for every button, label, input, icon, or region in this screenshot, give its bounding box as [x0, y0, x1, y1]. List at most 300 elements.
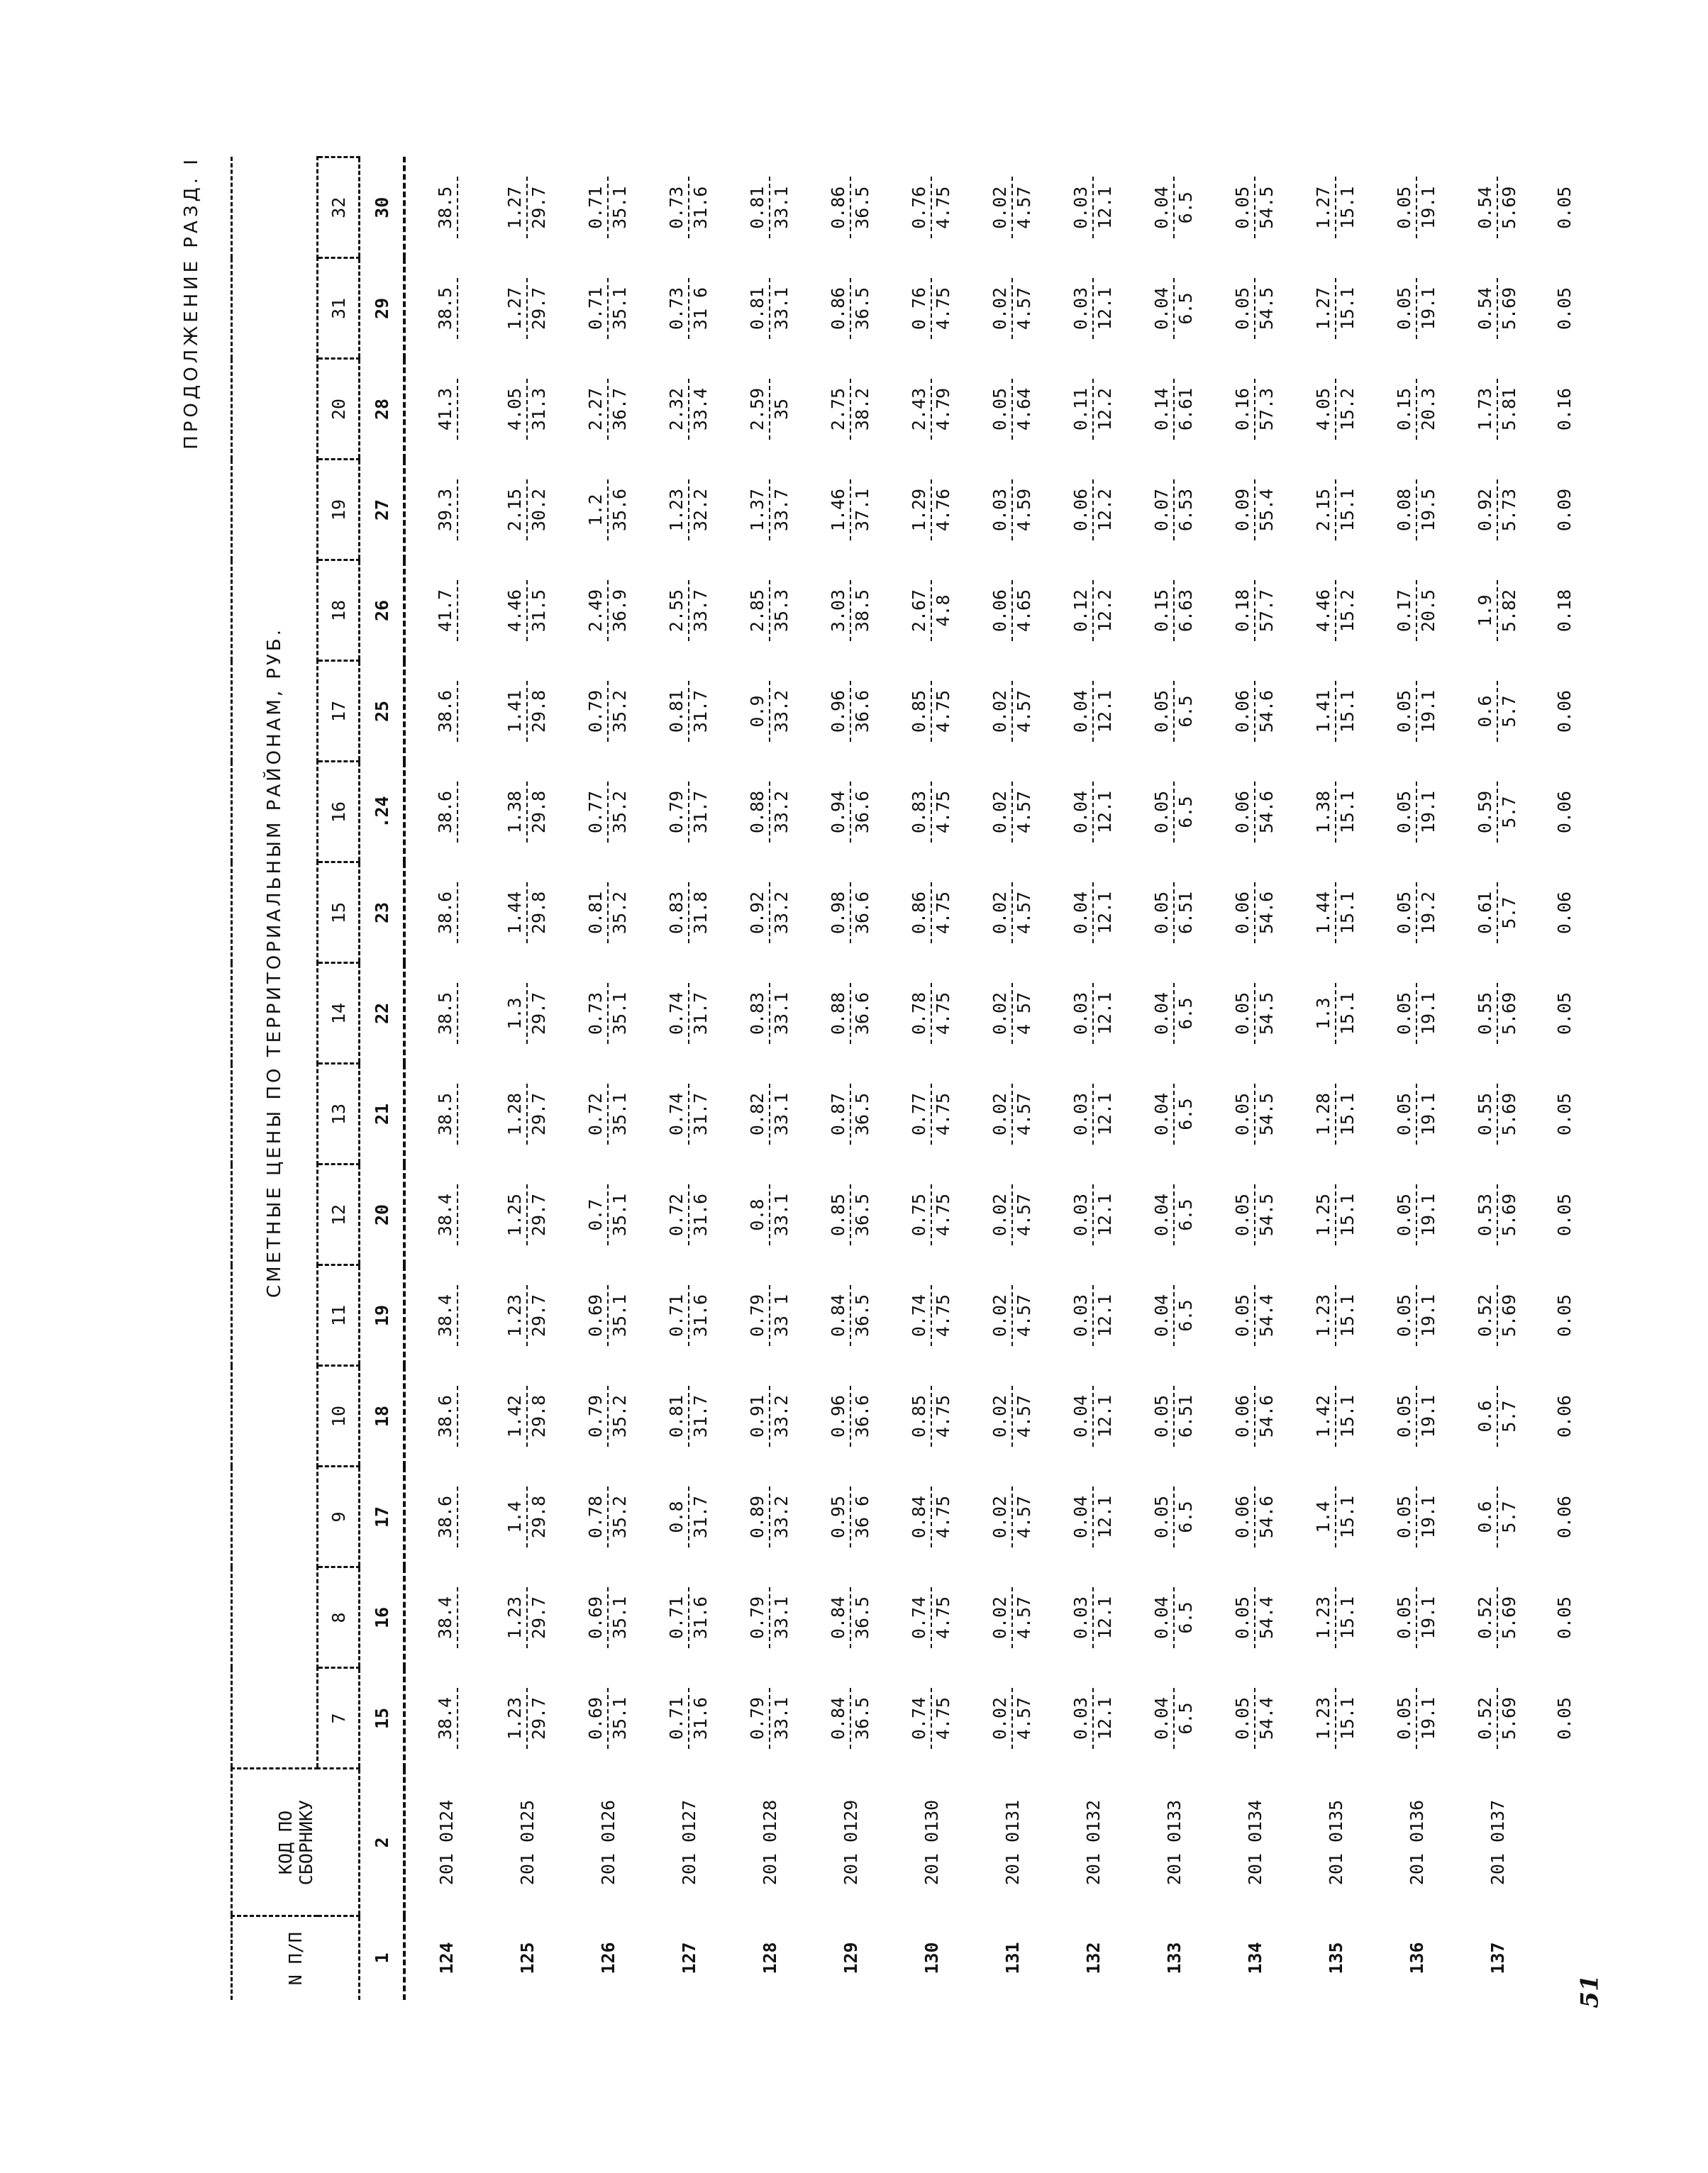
table-body [404, 157, 1592, 2001]
price-value-2: 15.1 [1335, 278, 1359, 339]
price-value: 1.46 [828, 488, 848, 532]
price-value-2: 33.2 [769, 782, 793, 843]
price-value-2: 31.6 [688, 1587, 712, 1648]
column-number-row [360, 157, 405, 2001]
price-cell [1214, 862, 1295, 963]
row-code: 201 0125 [516, 1799, 538, 1886]
price-cell [1457, 862, 1538, 963]
price-value-2: 36.6 [850, 983, 874, 1044]
price-cell [487, 1366, 567, 1467]
price-value: 2.49 [585, 589, 606, 633]
price-value: 0.15 [1151, 589, 1172, 633]
price-cell [729, 1668, 810, 1769]
price-value: 38.5 [435, 287, 455, 330]
price-value: 0.05 [1232, 1596, 1253, 1640]
price-cell [1214, 157, 1295, 258]
price-value-2: 30.2 [526, 479, 550, 540]
row-number: 129 [840, 1942, 861, 1974]
price-value: 0.72 [666, 1193, 687, 1237]
price-cell [1538, 1366, 1592, 1467]
price-value: 0.02 [989, 689, 1010, 733]
price-cell [1214, 1567, 1295, 1668]
price-cell [487, 1165, 567, 1265]
price-cell [1053, 460, 1133, 560]
price-value-2: 33.1 [769, 1184, 793, 1245]
price-value: 2.55 [666, 589, 687, 633]
price-cell [1133, 661, 1214, 762]
price-value: 1.29 [909, 488, 929, 532]
price-cell [1053, 1265, 1133, 1366]
price-value: 0.71 [666, 1696, 687, 1740]
row-code: 201 0130 [921, 1799, 942, 1886]
price-value: 0.04 [1070, 891, 1091, 935]
price-cell [1053, 661, 1133, 762]
price-value-2: 36.5 [850, 1688, 874, 1749]
price-value-2: 31.3 [526, 379, 550, 440]
price-value: 0.59 [1475, 790, 1495, 834]
region-header: 19 [318, 460, 360, 560]
price-cell [729, 359, 810, 460]
price-value: 0.04 [1151, 1092, 1172, 1136]
price-value-2: 15.1 [1335, 681, 1359, 742]
price-value-2 [457, 177, 458, 238]
price-value: 0.83 [666, 891, 687, 935]
price-value: 0.04 [1070, 1394, 1091, 1438]
price-cell [1538, 762, 1592, 862]
price-value: 1.2 [585, 494, 606, 526]
price-value: 0.53 [1475, 1193, 1495, 1237]
price-value-2: 5.82 [1497, 580, 1521, 641]
region-header: 10 [318, 1366, 360, 1467]
price-value-2: 32.2 [688, 479, 712, 540]
price-cell [891, 258, 972, 359]
price-value-2: 54.5 [1254, 278, 1278, 339]
price-value-2: 15.1 [1335, 1084, 1359, 1145]
price-value: 0.05 [1232, 287, 1253, 330]
row-code: 201 0127 [678, 1799, 699, 1886]
price-cell [891, 862, 972, 963]
price-value: 0.04 [1151, 1193, 1172, 1237]
table-row [891, 157, 972, 2001]
price-value-2: 4 57 [1011, 983, 1036, 1044]
price-value: 0.02 [989, 1294, 1010, 1338]
price-value-2: 19.1 [1416, 1386, 1440, 1447]
price-value: 0.06 [1554, 1394, 1575, 1438]
price-value-2 [457, 782, 458, 843]
price-value: 0.78 [909, 991, 929, 1035]
price-value-2: 4.57 [1011, 882, 1036, 943]
price-value-2: 5.81 [1497, 379, 1521, 440]
table-row [567, 157, 648, 2001]
price-value-2: 5.69 [1497, 278, 1521, 339]
price-value-2: 29.7 [526, 1285, 550, 1346]
price-value: 0.71 [666, 1596, 687, 1640]
price-value: 0.55 [1475, 1092, 1495, 1136]
price-cell [487, 460, 567, 560]
price-cell [891, 661, 972, 762]
price-value: 0.14 [1151, 387, 1172, 431]
price-value-2: 4.75 [931, 1688, 955, 1749]
price-cell [810, 1265, 891, 1366]
price-cell [567, 258, 648, 359]
price-value-2: 5.69 [1497, 1587, 1521, 1648]
row-code: 201 0131 [1002, 1799, 1023, 1886]
price-value: 0.03 [1070, 991, 1091, 1035]
price-cell [404, 1467, 487, 1567]
row-number: 137 [1487, 1942, 1508, 1974]
price-value: 0.05 [1394, 1193, 1414, 1237]
price-value-2: 4.57 [1011, 681, 1036, 742]
price-cell [1133, 862, 1214, 963]
price-cell [1538, 1467, 1592, 1567]
price-value-2: 54.6 [1254, 681, 1278, 742]
price-cell [487, 258, 567, 359]
price-cell [891, 963, 972, 1064]
price-cell [487, 862, 567, 963]
price-cell [1214, 762, 1295, 862]
price-value: 0.77 [585, 790, 606, 834]
price-value: 0.11 [1070, 387, 1091, 431]
price-cell [404, 157, 487, 258]
price-value-2: 4.57 [1011, 1184, 1036, 1245]
price-value: 2.59 [747, 387, 767, 431]
price-value-2: 5.69 [1497, 983, 1521, 1044]
region-header: 20 [318, 359, 360, 460]
price-cell [1295, 460, 1376, 560]
price-cell [810, 1366, 891, 1467]
price-value: 0.15 [1394, 387, 1414, 431]
price-cell [567, 1064, 648, 1165]
price-value: 0.09 [1232, 488, 1253, 532]
price-value: 0.02 [989, 1193, 1010, 1237]
price-value-2 [457, 1285, 458, 1346]
price-value-2: 4.75 [931, 1084, 955, 1145]
price-value-2: 6.5 [1173, 782, 1197, 843]
price-value: 1.23 [504, 1696, 525, 1740]
row-number: 133 [1163, 1942, 1185, 1974]
price-value: 1.41 [1313, 689, 1333, 733]
price-value: 1.28 [1313, 1092, 1333, 1136]
price-value: 0.06 [1232, 891, 1253, 935]
price-cell [729, 1265, 810, 1366]
price-value-2: 35.1 [607, 1084, 631, 1145]
price-cell [567, 1265, 648, 1366]
price-value-2: 15.1 [1335, 1486, 1359, 1547]
price-cell [1053, 963, 1133, 1064]
price-value-2: 35.2 [607, 1486, 631, 1547]
price-value-2: 4.57 [1011, 177, 1036, 238]
row-number: 128 [759, 1942, 780, 1974]
price-value: 0.02 [989, 1596, 1010, 1640]
price-value-2: 5.7 [1497, 782, 1521, 843]
price-cell [1295, 258, 1376, 359]
price-cell [810, 1567, 891, 1668]
price-value-2: 12.1 [1092, 1386, 1116, 1447]
price-value-2: 33.1 [769, 177, 793, 238]
price-cell [1295, 1165, 1376, 1265]
price-value: 0.04 [1151, 1294, 1172, 1338]
price-value: 0.6 [1475, 695, 1495, 728]
price-value: 0.85 [909, 1394, 929, 1438]
price-value-2: 6.5 [1173, 681, 1197, 742]
price-cell [1053, 1165, 1133, 1265]
price-cell [1376, 762, 1457, 862]
price-value: 0.81 [666, 1394, 687, 1438]
price-value: 0.82 [747, 1092, 767, 1136]
price-cell [1538, 157, 1592, 258]
price-cell [1133, 963, 1214, 1064]
price-value: 2.85 [747, 589, 767, 633]
row-number: 135 [1325, 1942, 1346, 1974]
price-value-2: 4.75 [931, 1587, 955, 1648]
price-value-2: 31.6 [688, 1184, 712, 1245]
column-number: 20 [360, 1165, 405, 1265]
price-value: 0.96 [828, 689, 848, 733]
price-cell [810, 1467, 891, 1567]
price-cell [648, 1668, 729, 1769]
price-value-2: 6.5 [1173, 1688, 1197, 1749]
price-value-2: 54.4 [1254, 1587, 1278, 1648]
price-value-2: 20.3 [1416, 379, 1440, 440]
region-header: 12 [318, 1165, 360, 1265]
price-value: 1.42 [504, 1394, 525, 1438]
price-value-2: 4.75 [931, 1486, 955, 1547]
price-cell [1457, 560, 1538, 661]
price-cell [1457, 762, 1538, 862]
price-value-2: 33.2 [769, 882, 793, 943]
price-value: 2.43 [909, 387, 929, 431]
price-value-2: 29.8 [526, 1386, 550, 1447]
region-header: 31 [318, 258, 360, 359]
price-cell [1538, 862, 1592, 963]
price-value: 0.02 [989, 891, 1010, 935]
price-cell [1376, 157, 1457, 258]
price-cell [404, 862, 487, 963]
price-value-2: 57.7 [1254, 580, 1278, 641]
price-value-2: 35 [769, 379, 793, 440]
price-cell [1214, 560, 1295, 661]
price-value: 4.46 [1313, 589, 1333, 633]
price-value: 0.77 [909, 1092, 929, 1136]
price-value-2: 31.5 [526, 580, 550, 641]
header-row-1 [232, 157, 318, 2001]
price-value-2: 15.1 [1335, 882, 1359, 943]
price-cell [567, 1366, 648, 1467]
price-cell [729, 963, 810, 1064]
price-cell [404, 460, 487, 560]
price-cell [1457, 258, 1538, 359]
column-number: 25 [360, 661, 405, 762]
price-cell [404, 963, 487, 1064]
price-value-2: 29.8 [526, 782, 550, 843]
price-cell [648, 460, 729, 560]
price-value: 1.44 [504, 891, 525, 935]
price-cell [1457, 963, 1538, 1064]
price-value: 0.6 [1475, 1400, 1495, 1433]
column-number: 26 [360, 560, 405, 661]
price-cell [1133, 1567, 1214, 1668]
row-code-empty [1538, 1769, 1592, 1916]
price-value: 0.74 [909, 1596, 929, 1640]
price-value-2: 4.75 [931, 681, 955, 742]
row-code: 201 0132 [1082, 1799, 1104, 1886]
price-value: 38.4 [435, 1696, 455, 1740]
price-cell [1295, 359, 1376, 460]
price-value-2: 5.7 [1497, 681, 1521, 742]
price-value: 39.3 [435, 488, 455, 532]
price-value: 0 76 [909, 287, 929, 330]
price-value: 0.03 [1070, 287, 1091, 330]
price-cell [810, 460, 891, 560]
price-cell [1457, 359, 1538, 460]
price-cell [891, 1668, 972, 1769]
price-value: 1.25 [1313, 1193, 1333, 1237]
price-value: 1.38 [1313, 790, 1333, 834]
price-value: 0.52 [1475, 1696, 1495, 1740]
price-value: 0.08 [1394, 488, 1414, 532]
price-cell [972, 661, 1053, 762]
price-value: 1.27 [1313, 186, 1333, 229]
price-value-2: 31.7 [688, 681, 712, 742]
price-cell [404, 762, 487, 862]
price-cell [1457, 157, 1538, 258]
price-cell [1457, 1265, 1538, 1366]
price-value-2: 12.1 [1092, 177, 1116, 238]
price-cell [487, 560, 567, 661]
price-value-2: 6.5 [1173, 983, 1197, 1044]
price-cell [487, 359, 567, 460]
price-value: 0.05 [1394, 1596, 1414, 1640]
price-value-2: 6.51 [1173, 882, 1197, 943]
price-value: 0.81 [747, 287, 767, 330]
price-value-2: 54.5 [1254, 983, 1278, 1044]
price-cell [1133, 1668, 1214, 1769]
price-cell [1538, 1567, 1592, 1668]
price-value-2: 4.57 [1011, 278, 1036, 339]
table-row [1053, 157, 1133, 2001]
price-value-2: 54.5 [1254, 1084, 1278, 1145]
price-value: 0.05 [1232, 1294, 1253, 1338]
price-value-2 [457, 479, 458, 540]
row-code: 201 0136 [1406, 1799, 1427, 1886]
price-value: 0.05 [1151, 1394, 1172, 1438]
price-cell [972, 1366, 1053, 1467]
price-cell [1295, 1265, 1376, 1366]
price-value-2: 6.5 [1173, 1486, 1197, 1547]
price-cell [1133, 157, 1214, 258]
price-value: 0.71 [666, 1294, 687, 1338]
price-value: 0.06 [989, 589, 1010, 633]
price-value: 1.4 [504, 1501, 525, 1533]
price-value: 0.05 [1394, 891, 1414, 935]
price-value-2: 31.7 [688, 1084, 712, 1145]
price-cell [1214, 359, 1295, 460]
price-value: 0.92 [1475, 488, 1495, 532]
price-cell [810, 359, 891, 460]
price-cell [972, 560, 1053, 661]
price-value: 0.02 [989, 287, 1010, 330]
price-value-2: 19.1 [1416, 1587, 1440, 1648]
price-value: 0.96 [828, 1394, 848, 1438]
price-value-2: 37.1 [850, 479, 874, 540]
price-value-2: 19.1 [1416, 1688, 1440, 1749]
price-cell [567, 1567, 648, 1668]
price-cell [1053, 157, 1133, 258]
price-value-2: 6.61 [1173, 379, 1197, 440]
price-cell [648, 862, 729, 963]
price-value: 0.02 [989, 1394, 1010, 1438]
price-value-2: 29.7 [526, 983, 550, 1044]
price-value-2: 36.7 [607, 379, 631, 440]
price-cell [729, 258, 810, 359]
price-value-2: 33.2 [769, 1486, 793, 1547]
price-value-2: 20.5 [1416, 580, 1440, 641]
price-cell [1457, 1668, 1538, 1769]
price-cell [1053, 1567, 1133, 1668]
price-cell [1295, 1064, 1376, 1165]
price-value-2: 57.3 [1254, 379, 1278, 440]
price-cell [404, 359, 487, 460]
price-value: 38.5 [435, 1092, 455, 1136]
price-value-2: 33.1 [769, 278, 793, 339]
running-header: ПРОДОЛЖЕНИЕ РАЗД. I [181, 156, 202, 450]
region-header: 18 [318, 560, 360, 661]
price-cell [972, 1467, 1053, 1567]
price-value: 0.05 [1151, 891, 1172, 935]
price-cell [1457, 1165, 1538, 1265]
price-value: 0.06 [1232, 1495, 1253, 1539]
price-value: 0.72 [585, 1092, 606, 1136]
rotated-page [181, 156, 1708, 2000]
price-value-2: 4.57 [1011, 1386, 1036, 1447]
price-value-2: 31.6 [688, 177, 712, 238]
price-value: 0.8 [747, 1199, 767, 1231]
price-value: 0.04 [1070, 790, 1091, 834]
price-value: 0.04 [1151, 1596, 1172, 1640]
price-value: 0.06 [1232, 689, 1253, 733]
price-value: 1.28 [504, 1092, 525, 1136]
price-cell [1376, 963, 1457, 1064]
price-value-2: 12.1 [1092, 882, 1116, 943]
price-value-2: 5.69 [1497, 1285, 1521, 1346]
price-cell [972, 460, 1053, 560]
price-cell [487, 1064, 567, 1165]
price-value: 0.05 [1394, 991, 1414, 1035]
price-value-2: 4.75 [931, 983, 955, 1044]
price-cell [648, 560, 729, 661]
price-value-2 [457, 1386, 458, 1447]
price-value-2: 36 6 [850, 1486, 874, 1547]
price-value-2: 54.6 [1254, 882, 1278, 943]
price-value-2: 4.75 [931, 1184, 955, 1245]
price-value-2: 5.73 [1497, 479, 1521, 540]
price-cell [891, 560, 972, 661]
price-value: 0.54 [1475, 186, 1495, 229]
price-cell [487, 963, 567, 1064]
price-value-2: 54.4 [1254, 1688, 1278, 1749]
price-cell [487, 762, 567, 862]
price-cell [487, 1467, 567, 1567]
price-value-2: 31.7 [688, 983, 712, 1044]
price-value-2: 15.2 [1335, 379, 1359, 440]
price-value-2: 36.6 [850, 782, 874, 843]
price-value: 0.17 [1394, 589, 1414, 633]
price-value-2 [457, 379, 458, 440]
price-value-2: 12.2 [1092, 479, 1116, 540]
price-value: 0.04 [1070, 1495, 1091, 1539]
price-cell [1214, 460, 1295, 560]
price-value: 0.04 [1151, 1696, 1172, 1740]
